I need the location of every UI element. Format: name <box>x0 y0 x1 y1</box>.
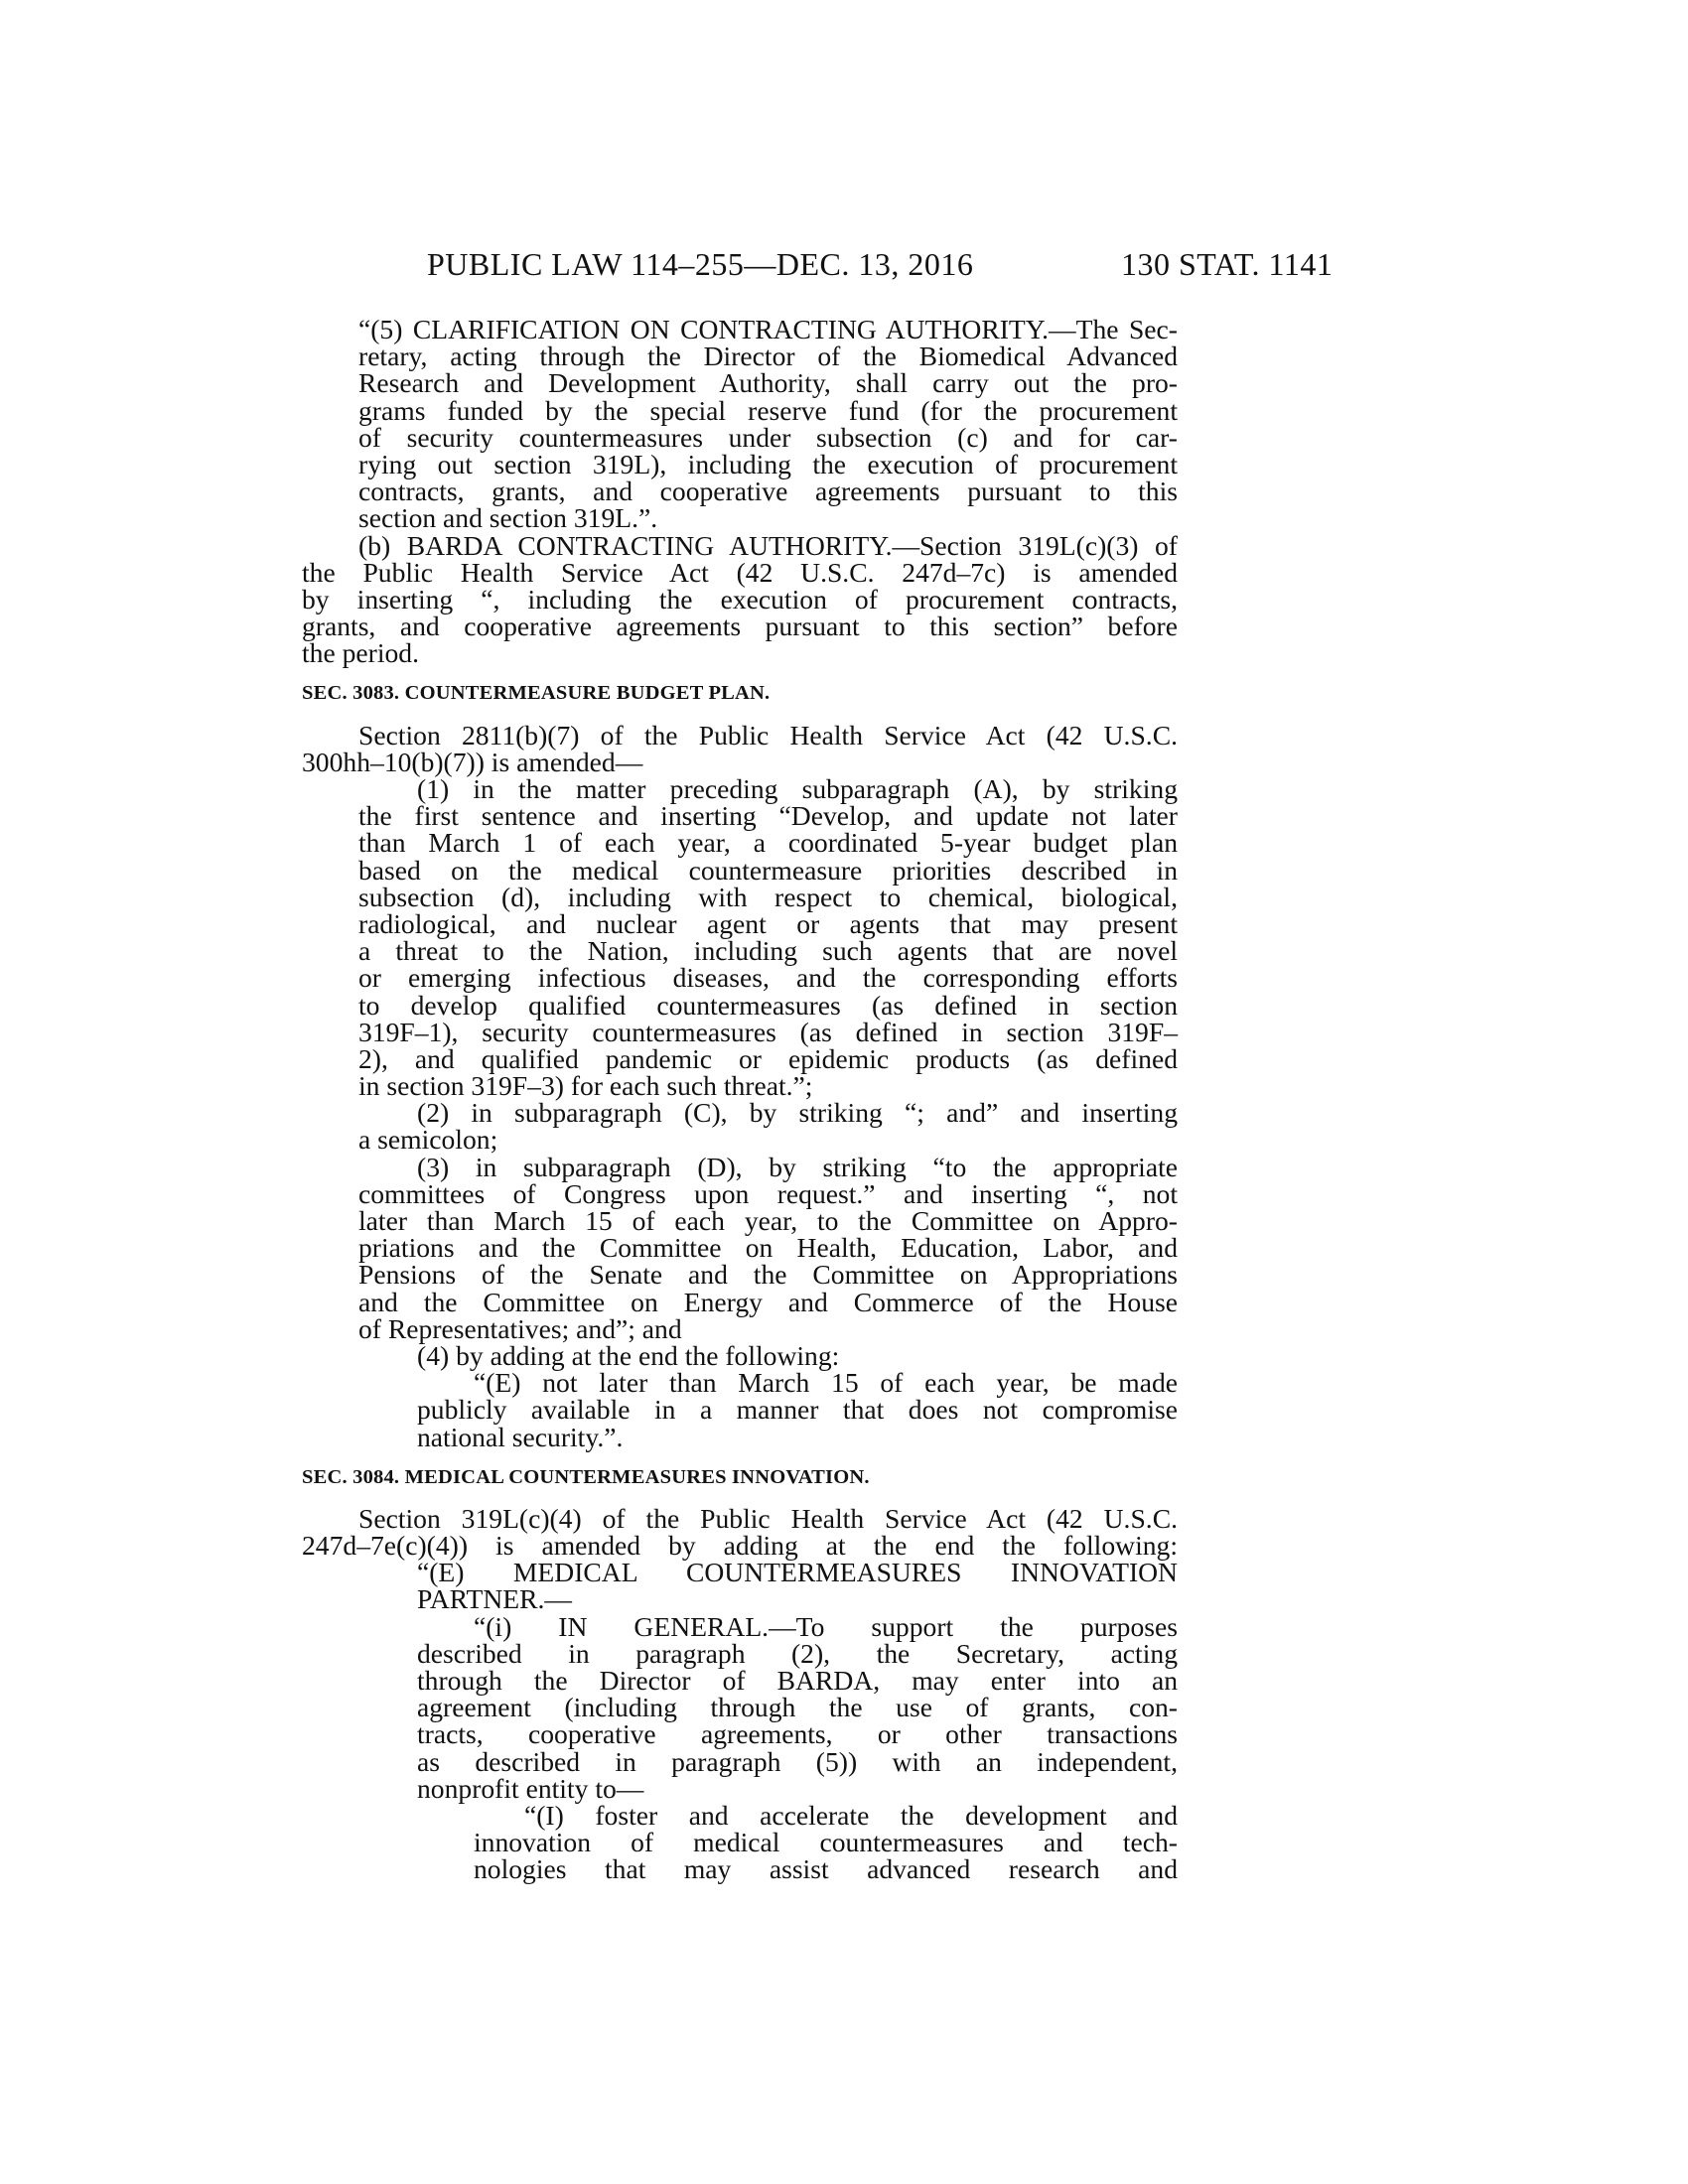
text-line: national security.”. <box>417 1421 624 1452</box>
text-line: “(5) CLARIFICATION ON CONTRACTING AUTHORITY.—The Sec- <box>358 314 1178 344</box>
text-line: or emerging infectious diseases, and the corresponding efforts <box>358 962 1178 994</box>
text-line: the first sentence and inserting “Develop, and update not later <box>358 800 1178 832</box>
text-line: (b) BARDA CONTRACTING AUTHORITY.—Section 319L(c)(3) of <box>358 529 1178 561</box>
section-heading: SEC. 3084. MEDICAL COUNTERMEASURES INNOVATION. <box>302 1465 870 1488</box>
text-line: grams funded by the special reserve fund (for the procurement <box>358 394 1178 426</box>
text-line: than March 1 of each year, a coordinated 5-year budget plan <box>358 827 1178 859</box>
text-line: 247d–7e(c)(4)) is amended by adding at the end the following: <box>302 1530 1178 1562</box>
text-line: of Representatives; and”; and <box>358 1312 682 1344</box>
document-body <box>302 316 1178 1883</box>
text-line: 300hh–10(b)(7)) is amended— <box>302 746 643 777</box>
text-line: nonprofit entity to— <box>417 1772 644 1804</box>
text-line: contracts, grants, and cooperative agreements pursuant to this <box>358 476 1178 507</box>
running-header-page-number: 130 STAT. 1141 <box>1121 246 1334 282</box>
text-line: a threat to the Nation, including such agents that are novel <box>358 935 1178 967</box>
text-line: Section 2811(b)(7) of the Public Health Service Act (42 U.S.C. <box>358 719 1178 751</box>
text-line: (3) in subparagraph (D), by striking “to the appropriate <box>417 1151 1178 1182</box>
text-line: 319F–1), security countermeasures (as defined in section 319F– <box>358 1016 1178 1047</box>
text-line: to develop qualified countermeasures (as defined in section <box>358 989 1178 1021</box>
text-line: priations and the Committee on Health, Education, Labor, and <box>358 1232 1178 1264</box>
text-line: “(E) MEDICAL COUNTERMEASURES INNOVATION <box>417 1557 1178 1588</box>
section-heading: SEC. 3083. COUNTERMEASURE BUDGET PLAN. <box>302 682 771 705</box>
text-line: as described in paragraph (5)) with an independent, <box>417 1745 1178 1777</box>
text-line: “(I) foster and accelerate the development and <box>524 1799 1178 1831</box>
text-line: “(i) IN GENERAL.—To support the purposes <box>474 1610 1178 1642</box>
text-line: 2), and qualified pandemic or epidemic products (as defined <box>358 1042 1178 1074</box>
text-line: innovation of medical countermeasures and tech- <box>474 1827 1178 1858</box>
text-line: described in paragraph (2), the Secretary, acting <box>417 1637 1178 1669</box>
text-line: publicly available in a manner that does not compromise <box>417 1394 1178 1426</box>
text-line: “(E) not later than March 15 of each year, be made <box>474 1367 1178 1399</box>
text-line: and the Committee on Energy and Commerce of the House <box>358 1286 1178 1317</box>
text-line: Research and Development Authority, shall carry out the pro- <box>358 367 1178 399</box>
text-line: tracts, cooperative agreements, or other transactions <box>417 1718 1178 1750</box>
text-line: Section 319L(c)(4) of the Public Health Service Act (42 U.S.C. <box>358 1502 1178 1534</box>
text-line: a semicolon; <box>358 1124 498 1156</box>
text-line: in section 319F–3) for each such threat.”; <box>358 1070 813 1102</box>
text-line: radiological, and nuclear agent or agents that may present <box>358 907 1178 939</box>
text-line: subsection (d), including with respect to chemical, biological, <box>358 881 1178 912</box>
text-line: of security countermeasures under subsection (c) and for car- <box>358 421 1178 453</box>
text-line: retary, acting through the Director of the Biomedical Advanced <box>358 341 1178 372</box>
text-line: Pensions of the Senate and the Committee on Appropriations <box>358 1259 1178 1291</box>
text-line: section and section 319L.”. <box>358 502 658 534</box>
text-line: (2) in subparagraph (C), by striking “; and” and inserting <box>417 1097 1178 1129</box>
text-line: rying out section 319L), including the execution of procurement <box>358 448 1178 479</box>
text-line: (4) by adding at the end the following: <box>417 1339 840 1371</box>
text-line: committees of Congress upon request.” and inserting “, not <box>358 1177 1178 1209</box>
text-line: agreement (including through the use of grants, con- <box>417 1692 1178 1723</box>
text-line: by inserting “, including the execution of procurement contracts, <box>302 583 1178 614</box>
text-line: through the Director of BARDA, may enter into an <box>417 1665 1178 1696</box>
text-line: the Public Health Service Act (42 U.S.C. 247d–7c) is amended <box>302 556 1178 588</box>
text-line: PARTNER.— <box>417 1583 573 1615</box>
running-header-title: PUBLIC LAW 114–255—DEC. 13, 2016 <box>427 246 974 282</box>
text-line: grants, and cooperative agreements pursuant to this section” before <box>302 611 1178 642</box>
text-line: the period. <box>302 637 420 669</box>
text-line: based on the medical countermeasure priorities described in <box>358 854 1178 886</box>
text-line: later than March 15 of each year, to the Committee on Appro- <box>358 1205 1178 1236</box>
text-line: (1) in the matter preceding subparagraph (A), by striking <box>417 773 1178 804</box>
text-line: nologies that may assist advanced research and <box>474 1853 1178 1885</box>
